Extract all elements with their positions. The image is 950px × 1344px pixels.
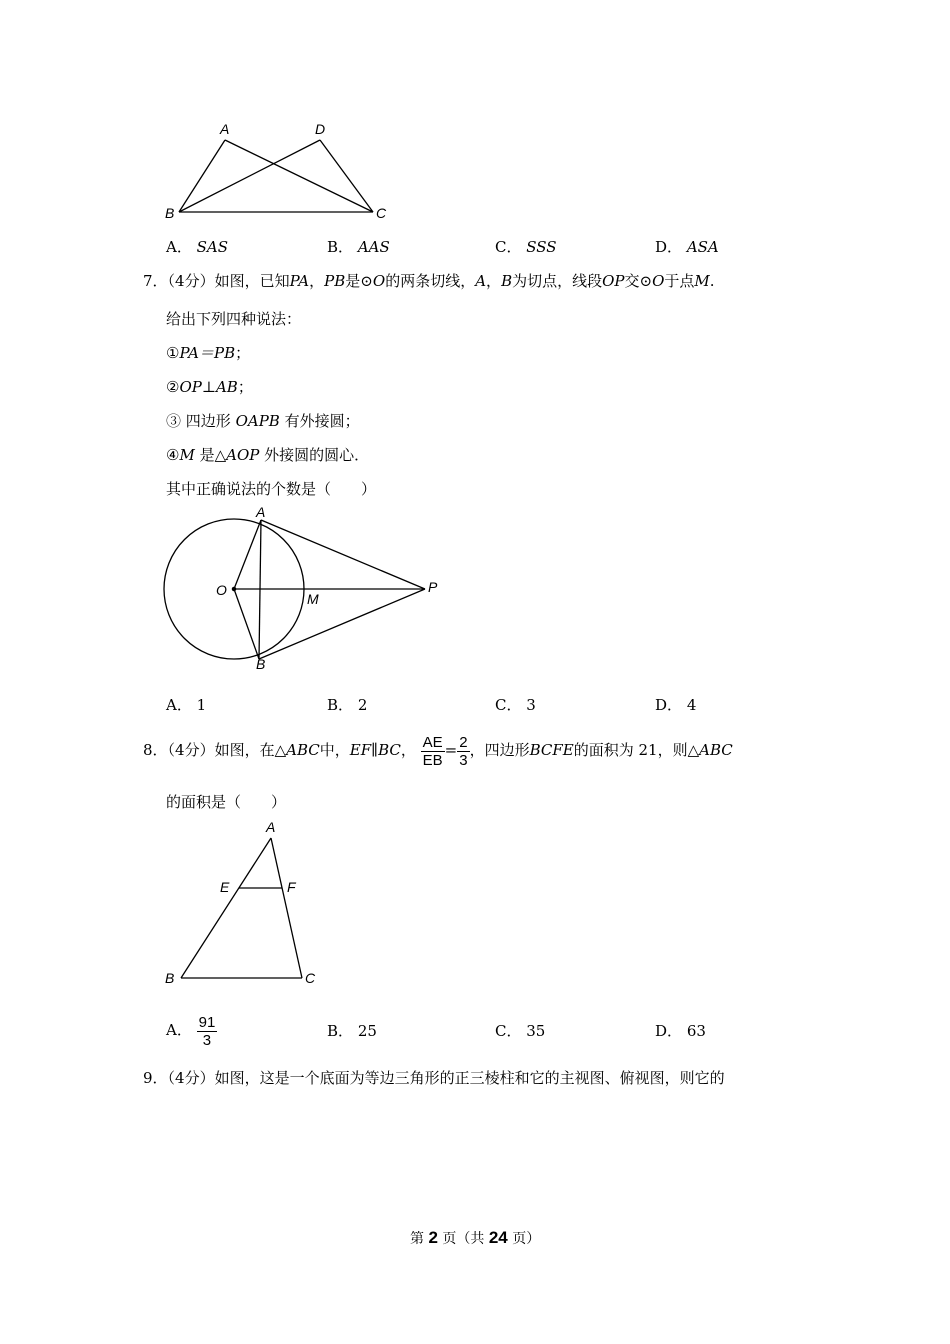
- q8-stem-line2: 的面积是（ ）: [166, 793, 287, 811]
- q8-label-a: A: [266, 819, 276, 835]
- q7-label-o: O: [216, 582, 227, 598]
- footer-total-pages: 24: [488, 1228, 508, 1247]
- q6-label-c: C: [376, 205, 387, 221]
- q7-statement-2: ②OP⊥AB；: [166, 378, 253, 396]
- q8-label-c: C: [305, 970, 316, 986]
- q6-option-d[interactable]: D． ASA: [655, 238, 719, 256]
- q7-question: 其中正确说法的个数是（ ）: [166, 480, 377, 498]
- q8-option-c[interactable]: C． 35: [495, 1022, 546, 1040]
- q7-stem-line2: 给出下列四种说法：: [166, 310, 302, 328]
- q7-label-p: P: [428, 579, 438, 595]
- q6-option-b[interactable]: B． AAS: [327, 238, 390, 256]
- q8-label-e: E: [220, 879, 230, 895]
- page-footer: 第 2 页（共 24 页）: [410, 1228, 541, 1247]
- q7-statement-3: ③ 四边形 OAPB 有外接圆；: [166, 412, 360, 430]
- q8-option-b[interactable]: B． 25: [327, 1022, 377, 1040]
- q6-label-d: D: [315, 121, 326, 137]
- q6-option-a[interactable]: A． SAS: [166, 238, 229, 256]
- q8-ratio-value: $\frac{2}{3}$: [459, 733, 468, 769]
- q7-option-c[interactable]: C． 3: [495, 696, 536, 714]
- q6-label-b: B: [165, 205, 175, 221]
- q8-label-b: B: [165, 970, 175, 986]
- q7-statement-1: ①PA＝PB；: [166, 344, 251, 362]
- q8-option-a[interactable]: A． $\frac{91}{3}$: [166, 1013, 216, 1049]
- q7-label-a: A: [256, 504, 266, 520]
- q7-stem-line1: 7．（4分）如图，已知PA，PB是⊙O的两条切线，A，B为切点，线段OP交⊙O于点M.: [143, 272, 715, 290]
- q6-option-c[interactable]: C． SSS: [495, 238, 557, 256]
- q7-option-b[interactable]: B． 2: [327, 696, 368, 714]
- q7-label-b: B: [256, 656, 266, 672]
- q7-option-a[interactable]: A． 1: [166, 696, 207, 714]
- q7-label-m: M: [307, 591, 319, 607]
- q7-statement-4: ④M 是△AOP 外接圆的圆心．: [166, 446, 370, 464]
- q6-label-a: A: [220, 121, 230, 137]
- q8-label-f: F: [287, 879, 296, 895]
- q8-ratio-fraction: $\frac{AE}{EB}$: [422, 733, 443, 769]
- footer-page-number: 2: [428, 1228, 438, 1247]
- q7-option-d[interactable]: D． 4: [655, 696, 697, 714]
- q8-option-d[interactable]: D． 63: [655, 1022, 706, 1040]
- q9-stem-line1: 9．（4分）如图，这是一个底面为等边三角形的正三棱柱和它的主视图、俯视图，则它的: [143, 1069, 725, 1087]
- q8-stem-line1: 8．（4分）如图，在△ABC中，EF∥BC， $\frac{AE}{EB}$ = $\frac{2}{3}$ ，四边形BCFE的面积为 21，则△ABC: [143, 733, 733, 769]
